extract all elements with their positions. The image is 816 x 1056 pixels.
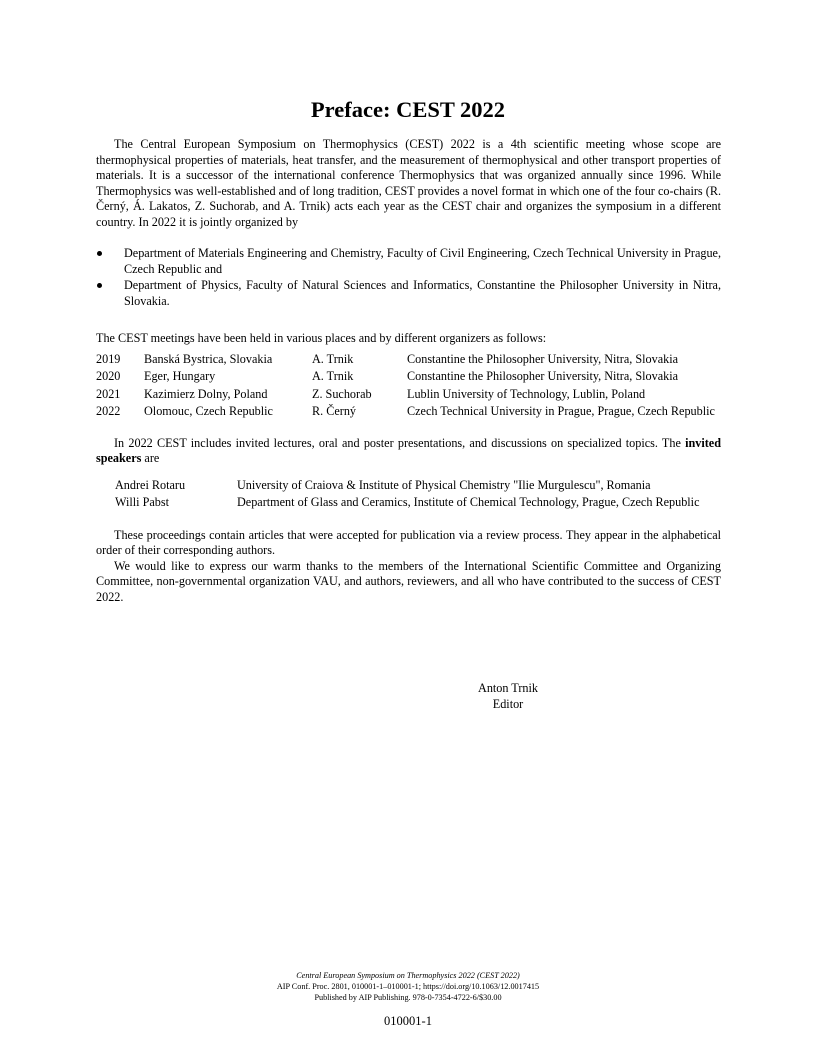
intro-paragraph: The Central European Symposium on Thermophysics (CEST) 2022 is a 4th scientific meeting whose scope are thermophysical properties of materials, heat transfer, and the measurement of thermophysical and other transport properties of materials. It is a successor of the international conference Thermophysics that was organized annually since 1996. While Thermophysics was well-established and of long tradition, CEST provides a novel format in which one of the four co-chairs (R. Černý, Á. Lakatos, Z. Suchorab, and A. Trnik) acts each year as the CEST chair and organizes the symposium in a different country. In 2022 it is jointly organized by [96,137,721,229]
list-item [96,246,721,277]
meetings-intro: The CEST meetings have been held in various places and by different organizers as follows: [96,331,547,345]
proceedings-paragraph: These proceedings contain articles that were accepted for publication via a review process. They appear in the alphabetical order of their corresponding authors. [96,527,721,557]
invited-text-before: In 2022 CEST includes invited lectures, oral and poster presentations, and discussions on specialized topics. The [114,435,686,450]
speaker-affiliation: Department of Glass and Ceramics, Institute of Chemical Technology, Prague, Czech Republic [237,495,700,509]
table-row [115,477,721,495]
signature-block [433,681,583,712]
invited-speakers-bold: invited speakers [96,435,721,465]
table-row [96,386,721,404]
page-footer [0,970,816,1003]
meeting-organizer: Constantine the Philosopher University, Nitra, Slovakia [407,351,679,366]
speaker-affiliation: University of Craiova & Institute of Physical Chemistry "Ilie Murgulescu", Romania [237,477,651,492]
meeting-chair: A. Trnik [312,369,354,383]
organizer-text: Department of Physics, Faculty of Natural Sciences and Informatics, Constantine the Philosopher University in Nitra, Slovakia. [124,278,721,308]
meeting-place: Olomouc, Czech Republic [144,404,273,418]
bullet-icon [97,283,102,288]
thanks-paragraph: We would like to express our warm thanks to the members of the International Scientific Committee and Organizing Committee, non-governmental organization VAU, and authors, reviewers, and all who have contributed to the success of CEST 2022. [96,558,721,604]
meeting-chair: R. Černý [312,404,357,418]
table-row [96,351,721,369]
invited-paragraph [96,436,721,467]
meetings-table [96,351,721,421]
table-row [96,403,721,421]
meeting-organizer: Czech Technical University in Prague, Prague, Czech Republic [407,404,715,418]
organizer-text: Department of Materials Engineering and Chemistry, Faculty of Civil Engineering, Czech Technical University in Prague, Czech Republic and [124,246,721,276]
preface-body [96,137,721,605]
footer-citation: AIP Conf. Proc. 2801, 010001-1–010001-1; https://doi.org/10.1063/12.0017415 [276,982,540,991]
meeting-year: 2020 [96,369,121,383]
bullet-icon [97,251,102,256]
table-row [96,368,721,386]
meeting-organizer: Lublin University of Technology, Lublin, Poland [407,386,646,401]
meeting-chair: A. Trnik [312,351,354,366]
page-title: Preface: CEST 2022 [310,97,506,122]
speakers-table [115,477,721,512]
meeting-place: Banská Bystrica, Slovakia [144,351,273,366]
editor-role: Editor [492,696,524,711]
editor-name: Anton Trnik [478,681,538,695]
meeting-year: 2019 [96,351,121,366]
invited-text-after: are [141,451,160,465]
speaker-name: Willi Pabst [115,495,170,509]
footer-conference: Central European Symposium on Thermophysics 2022 (CEST 2022) [296,971,520,980]
meeting-chair: Z. Suchorab [312,386,372,401]
meeting-year: 2021 [96,386,121,401]
footer-publisher: Published by AIP Publishing. 978-0-7354-4722-6/$30.00 [314,993,502,1002]
list-item [96,278,721,309]
meeting-place: Kazimierz Dolny, Poland [144,386,268,401]
meeting-year: 2022 [96,404,121,418]
organizer-list [96,246,721,309]
meeting-organizer: Constantine the Philosopher University, Nitra, Slovakia [407,369,679,383]
speaker-name: Andrei Rotaru [115,477,186,492]
table-row [115,494,721,512]
meeting-place: Eger, Hungary [144,369,216,383]
page-number: 010001-1 [384,1014,432,1028]
